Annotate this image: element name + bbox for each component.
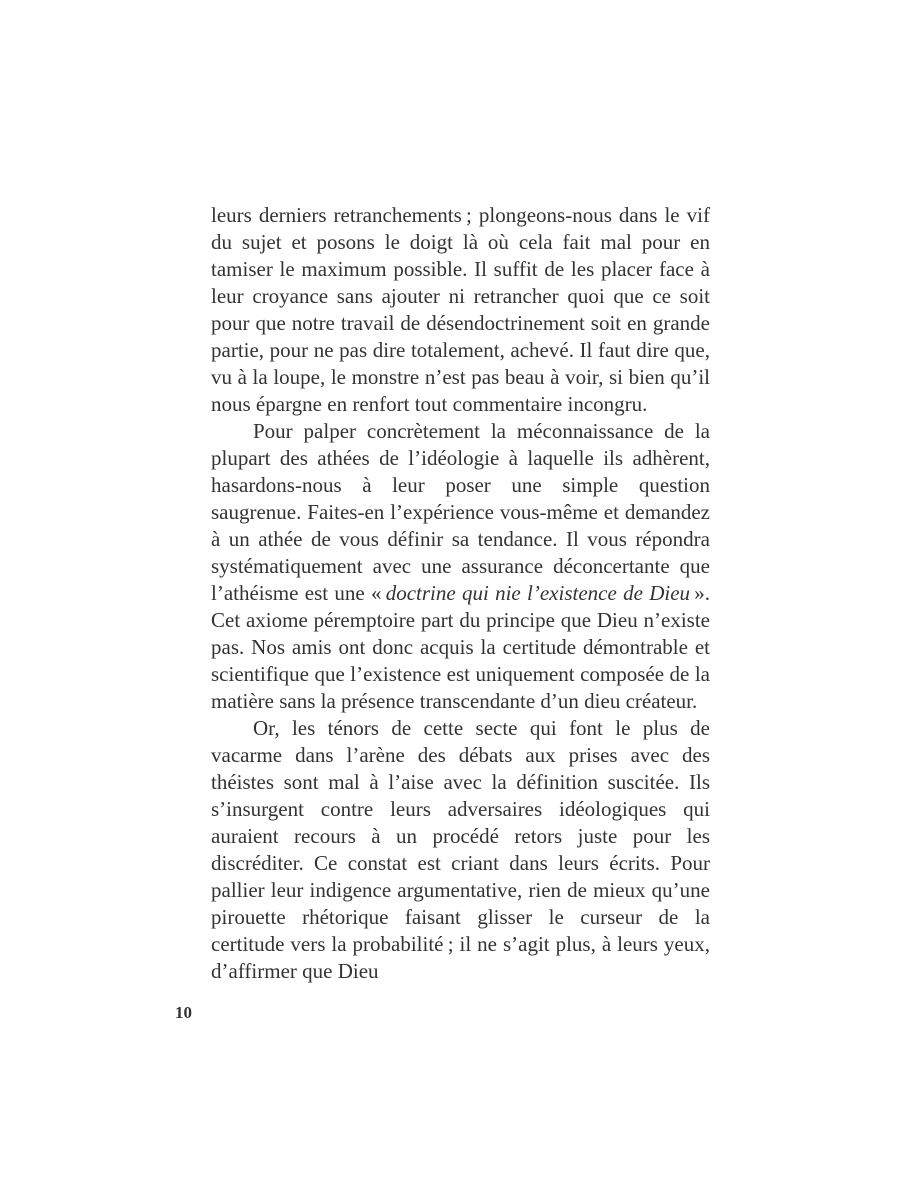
paragraph-2-text-after-quote: ». Cet axiome péremptoire part du principe que Dieu n’existe pas. Nos amis ont donc acquis la certitude démontrable et scientifique que l’existence est uniquement composée de la matière sans la présence transcendante d’un dieu créateur. bbox=[211, 581, 710, 713]
paragraph-1 bbox=[211, 202, 710, 418]
paragraph-2-text-before-quote: Pour palper concrètement la méconnaissance de la plupart des athées de l’idéologie à laquelle ils adhèrent, hasardons-nous à leur poser une simple question saugrenue. Faites-en l’expérience vous-même et demandez à un athée de vous définir sa tendance. Il vous répondra systématiquement avec une assurance déconcertante que l’athéisme est une « bbox=[211, 419, 710, 605]
paragraph-3 bbox=[211, 715, 710, 985]
page-number: 10 bbox=[175, 1003, 192, 1022]
paragraph-2 bbox=[211, 418, 710, 715]
paragraph-1-text: leurs derniers retranchements ; plongeons-nous dans le vif du sujet et posons le doigt là où cela fait mal pour en tamiser le maximum possible. Il suffit de les placer face à leur croyance sans ajouter ni retrancher quoi que ce soit pour que notre travail de désendoctrinement soit en grande partie, pour ne pas dire totalement, achevé. Il faut dire que, vu à la loupe, le monstre n’est pas beau à voir, si bien qu’il nous épargne en renfort tout commentaire incongru. bbox=[211, 203, 710, 416]
paragraph-3-text: Or, les ténors de cette secte qui font le plus de vacarme dans l’arène des débats aux prises avec des théistes sont mal à l’aise avec la définition suscitée. Ils s’insurgent contre leurs adversaires idéologiques qui auraient recours à un procédé retors juste pour les discréditer. Ce constat est criant dans leurs écrits. Pour pallier leur indigence argumentative, rien de mieux qu’une pirouette rhétorique faisant glisser le curseur de la certitude vers la probabilité ; il ne s’agit plus, à leurs yeux, d’affirmer que Dieu bbox=[211, 716, 710, 983]
italic-quote: doctrine qui nie l’existence de Dieu bbox=[385, 581, 691, 605]
body-text bbox=[211, 202, 710, 985]
